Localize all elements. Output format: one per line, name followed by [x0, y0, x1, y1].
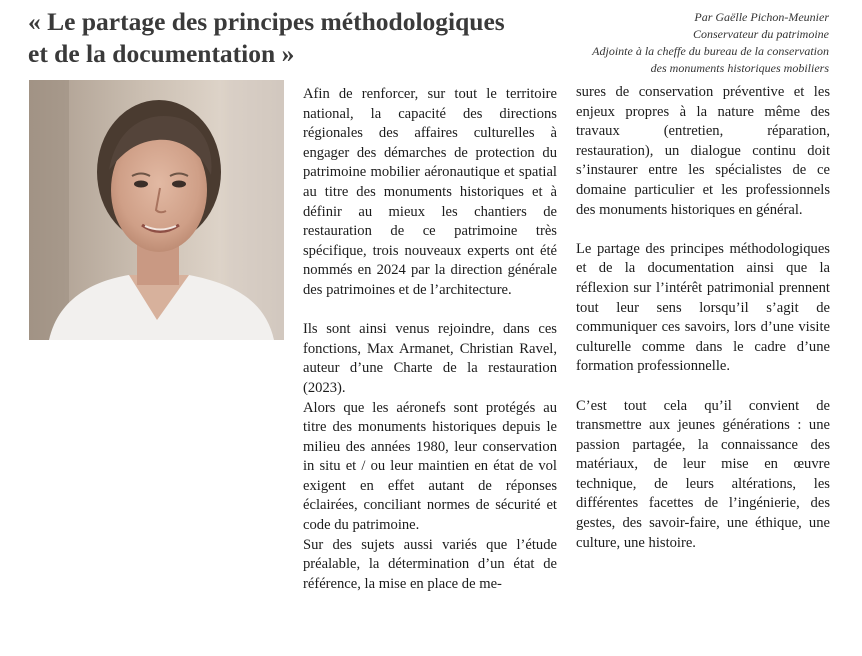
paragraph: Sur des sujets aussi variés que l’étude préalable, la détermination d’un état de référence, la mise en place de me- — [303, 536, 557, 592]
byline — [529, 9, 829, 77]
paragraph: Le partage des principes méthodologiques et de la documentation ainsi que la réflexion sur l’intérêt patrimonial prennent tout leur sens lorsqu’il s’agit de communiquer ces savoirs, lors d’une visite culturelle comme dans le cadre d’une formation professionnelle. — [576, 240, 830, 375]
paragraph: C’est tout cela qu’il convient de transmettre aux jeunes générations : une passion partagée, la connaissance des matériaux, de leur mise en œuvre technique, de leurs altérations, les différentes facettes de l’ingénierie, des gestes, des savoir-faire, une éthique, une culture, une histoire. — [576, 397, 830, 551]
portrait-illustration — [29, 80, 284, 340]
text-column-2 — [576, 83, 830, 553]
paragraph: Alors que les aéronefs sont protégés au titre des monuments historiques depuis le milieu des années 1980, leur conservation in situ et / ou leur maintien en état de vol exigent en effet autant de réponses éclairées, conciliant normes de sécurité et code du patrimoine. — [303, 399, 557, 534]
paragraph: Ils sont ainsi venus rejoindre, dans ces fonctions, Max Armanet, Christian Ravel, auteur d’une Charte de la restauration (2023). — [303, 321, 557, 396]
byline-author: Par Gaëlle Pichon-Meunier — [694, 10, 829, 24]
paragraph: sures de conservation préventive et les enjeux propres à la nature même des travaux (entretien, réparation, restauration), un dialogue continu doit s’instaurer entre les spécialistes de ce domaine particulier et les professionnels des monuments historiques en général. — [576, 84, 830, 218]
title-line-1: « Le partage des principes méthodologiques — [28, 7, 505, 36]
byline-role-3: des monuments historiques mobiliers — [650, 61, 829, 75]
paragraph: Afin de renforcer, sur tout le territoire national, la capacité des directions régionales des affaires culturelles à engager des démarches de protection du patrimoine mobilier aéronautique et spatial au titre des monuments historiques et à définir au mieux les chantiers de restauration de ce patrimoine très spécifique, trois nouveaux experts ont été nommés en 2024 par la direction générale des patrimoines et de l’architecture. — [303, 86, 557, 298]
title-line-2: et de la documentation » — [28, 39, 295, 68]
author-portrait-photo — [29, 80, 284, 340]
byline-role-1: Conservateur du patrimoine — [693, 27, 829, 41]
text-column-1 — [303, 85, 557, 594]
byline-role-2: Adjointe à la cheffe du bureau de la conservation — [592, 44, 829, 58]
article-title — [28, 6, 548, 70]
